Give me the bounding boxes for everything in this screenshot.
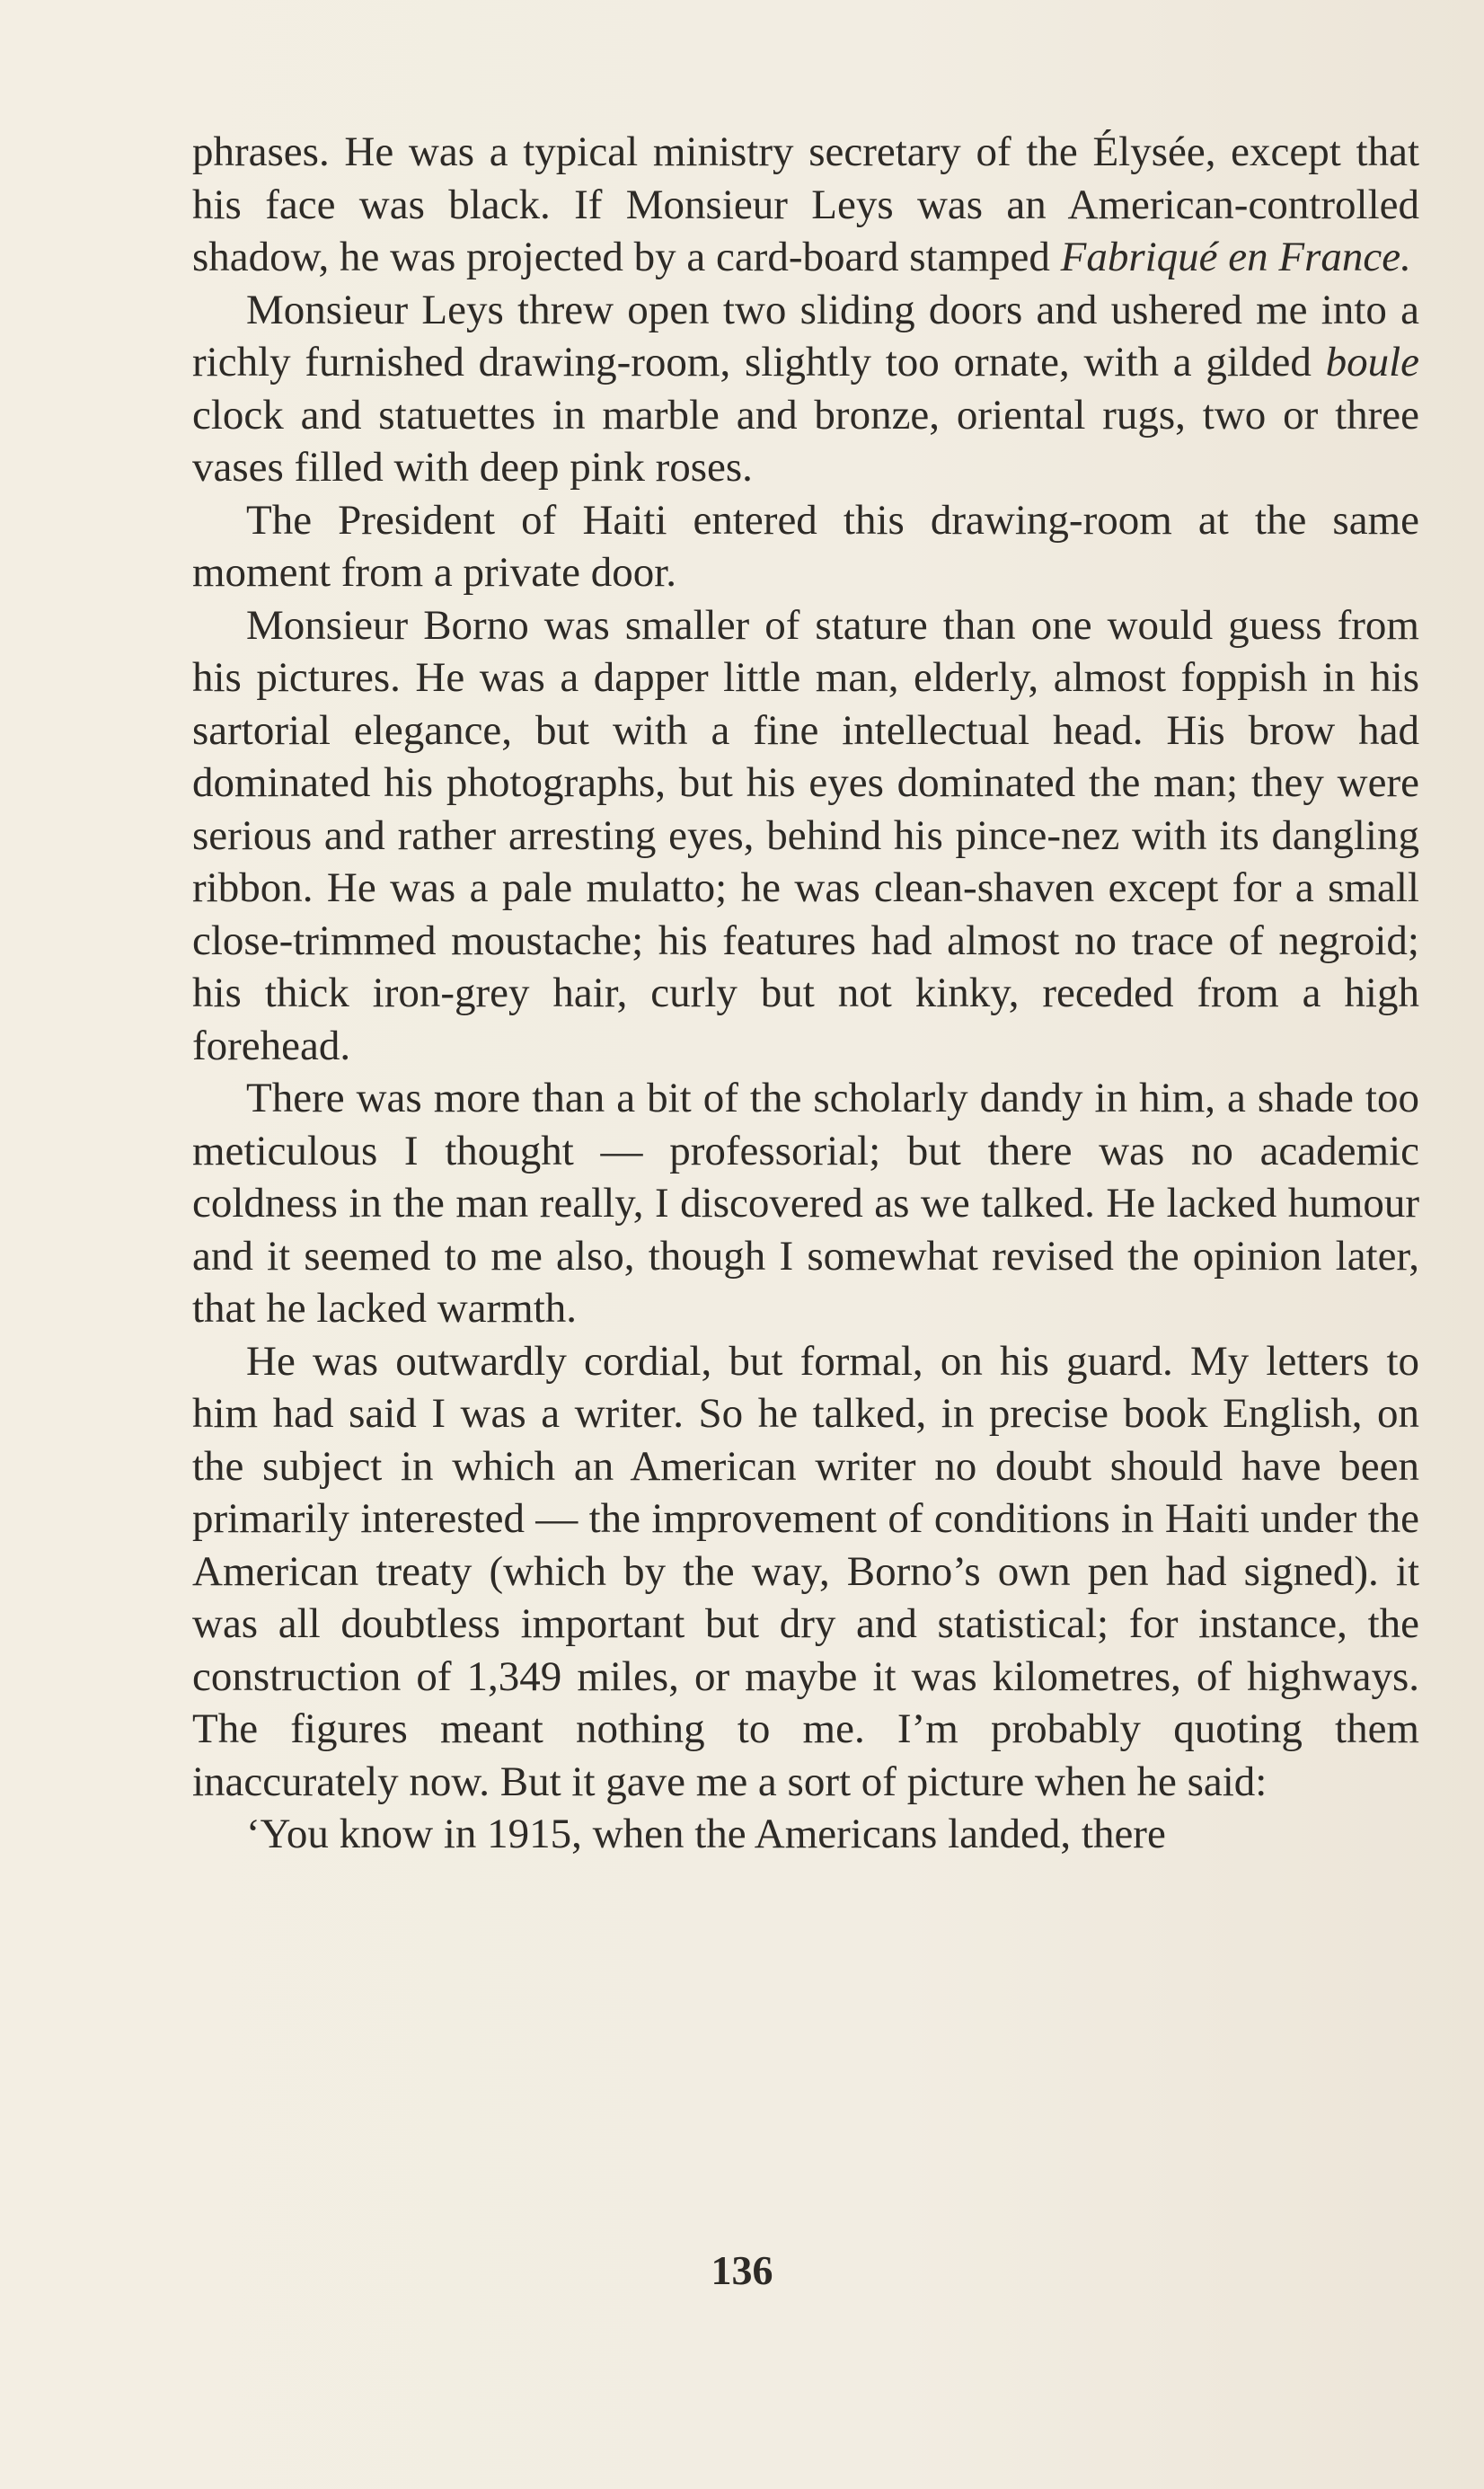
paragraph-1: phrases. He was a typical ministry secretary of the Élysée, except that his face was black. If Monsieur Leys was an American-controlled shadow, he was projected by a card-board stamped Fabriqué en France. (192, 128, 1419, 280)
paragraph-3: The President of Haiti entered this drawing-room at the same moment from a private door. (192, 496, 1419, 596)
paragraph-2: Monsieur Leys threw open two sliding doors and ushered me into a richly furnished drawing-room, slightly too ornate, with a gilded boule clock and statuettes in marble and bronze, oriental rugs, two or three vases filled with deep pink roses. (192, 286, 1419, 491)
italic-phrase: Fabriqué en France. (1060, 234, 1411, 280)
body-text (192, 126, 1419, 1861)
page-number: 136 (711, 2247, 773, 2293)
italic-word: boule (1325, 339, 1419, 385)
paragraph-5: There was more than a bit of the scholarly dandy in him, a shade too meticulous I thought — professorial; but there was no academic coldness in the man really, I discovered as we talked. He lacked humour and it seemed to me also, though I somewhat revised the opinion later, that he lacked warmth. (192, 1075, 1419, 1332)
paragraph-4: Monsieur Borno was smaller of stature than one would guess from his pictures. He was a dapper little man, elderly, almost foppish in his sartorial elegance, but with a fine intellectual head. His brow had dominated his photographs, but his eyes dominated the man; they were serious and rather arresting eyes, behind his pince-nez with its dangling ribbon. He was a pale mulatto; he was clean-shaven except for a small close-trimmed moustache; his features had almost no trace of negroid; his thick iron-grey hair, curly but not kinky, receded from a high forehead. (192, 601, 1419, 1069)
paragraph-7: ‘You know in 1915, when the Americans landed, there (246, 1811, 1166, 1857)
paragraph-6: He was outwardly cordial, but formal, on his guard. My letters to him had said I was a writer. So he talked, in precise book English, on the subject in which an American writer no doubt should have been primarily interested — the improvement of conditions in Haiti under the American treaty (which by the way, Borno’s own pen had signed). it was all doubtless important but dry and statistical; for instance, the construction of 1,349 miles, or maybe it was kilometres, of highways. The figures meant nothing to me. I’m probably quoting them inaccurately now. But it gave me a sort of picture when he said: (192, 1337, 1419, 1805)
